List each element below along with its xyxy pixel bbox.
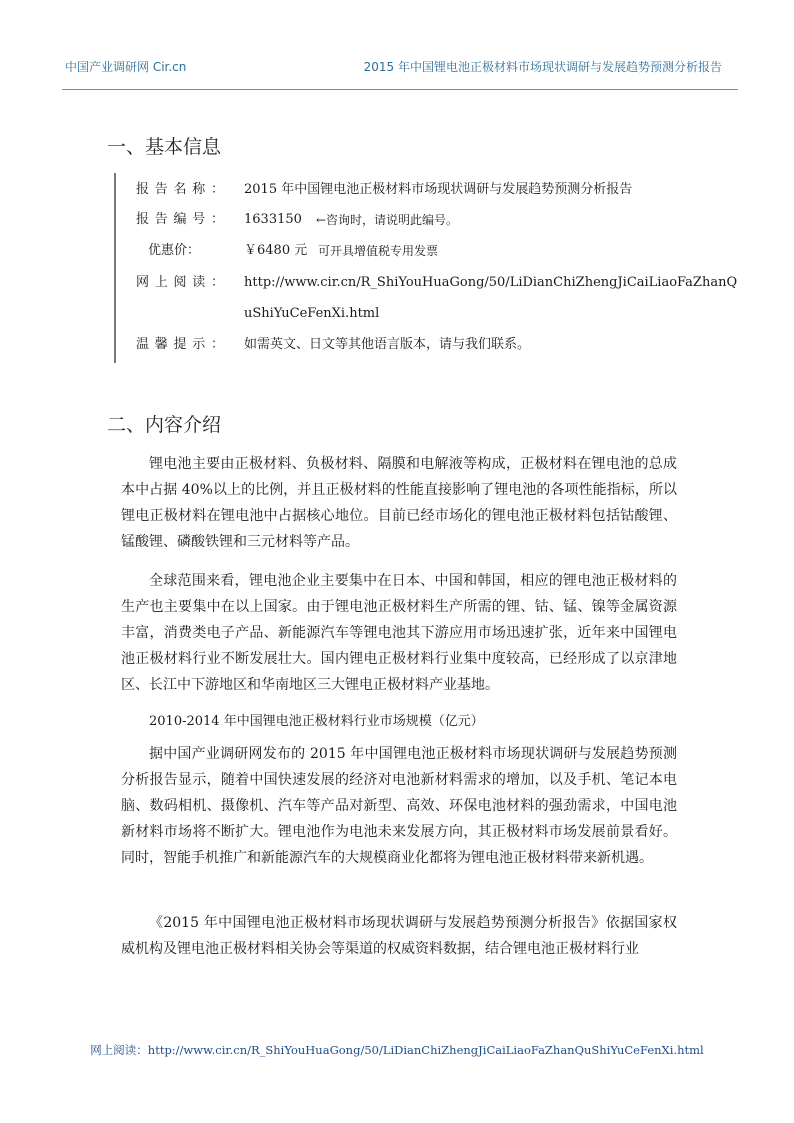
paragraph: 锂电池主要由正极材料、负极材料、隔膜和电解液等构成，正极材料在锂电池的总成本中占据 40%以上的比例，并且正极材料的性能直接影响了锂电池的各项性能指标，所以锂电正极材料在锂电池中占据核心地位。目前已经市场化的锂电池正极材料包括钴酸锂、锰酸锂、磷酸铁锂和三元材料等产品。 <box>121 456 677 550</box>
header-divider <box>62 89 738 90</box>
info-value: ￥6480 元 <box>244 243 308 258</box>
header-report-title: 2015 年中国锂电池正极材料市场现状调研与发展趋势预测分析报告 <box>363 60 722 74</box>
info-value: 2015 年中国锂电池正极材料市场现状调研与发展趋势预测分析报告 <box>244 182 633 197</box>
info-note: ←咨询时，请说明此编号。 <box>316 213 459 227</box>
info-row-report-name <box>136 177 633 203</box>
info-row-online-read <box>136 270 738 296</box>
info-label: 网上阅读： <box>136 275 224 290</box>
basic-info-box <box>114 173 738 363</box>
online-read-link[interactable]: http://www.cir.cn/R_ShiYouHuaGong/50/LiDianChiZhengJiCaiLiaoFaZhanQ <box>244 275 738 290</box>
info-row-tip <box>136 332 531 358</box>
section-basic-info-title: 一、基本信息 <box>107 136 222 158</box>
paragraph: 全球范围来看，锂电池企业主要集中在日本、中国和韩国，相应的锂电池正极材料的生产也主要集中在以上国家。由于锂电池正极材料生产所需的锂、钴、锰、镍等金属资源丰富，消费类电子产品、新能源汽车等锂电池其下游应用市场迅速扩张，近年来中国锂电池正极材料行业不断发展壮大。国内锂电正极材料行业集中度较高，已经形成了以京津地区、长江中下游地区和华南地区三大锂电正极材料产业基地。 <box>121 573 677 693</box>
info-label: 报告名称： <box>136 182 224 197</box>
info-row-price <box>136 238 439 264</box>
info-value: 1633150 <box>244 212 302 227</box>
page-header <box>0 0 794 92</box>
online-read-link-cont[interactable]: uShiYuCeFenXi.html <box>244 306 380 321</box>
site-name[interactable]: 中国产业调研网 Cir.cn <box>65 60 187 74</box>
figure-caption: 2010-2014 年中国锂电池正极材料行业市场规模（亿元） <box>149 714 484 729</box>
info-row-report-number <box>136 207 459 233</box>
section-content-title: 二、内容介绍 <box>107 414 222 436</box>
info-note: 可开具增值税专用发票 <box>318 244 439 258</box>
footer-online-read[interactable]: 网上阅读：http://www.cir.cn/R_ShiYouHuaGong/50/LiDianChiZhengJiCaiLiaoFaZhanQuShiYuCeFenXi.html <box>90 1043 704 1057</box>
info-label: 温馨提示： <box>136 337 224 352</box>
info-label: 报告编号： <box>136 212 224 227</box>
paragraph: 据中国产业调研网发布的 2015 年中国锂电池正极材料市场现状调研与发展趋势预测分析报告显示，随着中国快速发展的经济对电池新材料需求的增加，以及手机、笔记本电脑、数码相机、摄像机、汽车等产品对新型、高效、环保电池材料的强劲需求，中国电池新材料市场将不断扩大。锂电池作为电池未来发展方向，其正极材料市场发展前景看好。同时，智能手机推广和新能源汽车的大规模商业化都将为锂电池正极材料带来新机遇。 <box>121 746 677 866</box>
info-value: 如需英文、日文等其他语言版本，请与我们联系。 <box>244 337 531 352</box>
paragraph: 《2015 年中国锂电池正极材料市场现状调研与发展趋势预测分析报告》依据国家权威机构及锂电池正极材料相关协会等渠道的权威资料数据，结合锂电池正极材料行业 <box>121 915 677 957</box>
info-label: 优惠价： <box>148 243 201 258</box>
